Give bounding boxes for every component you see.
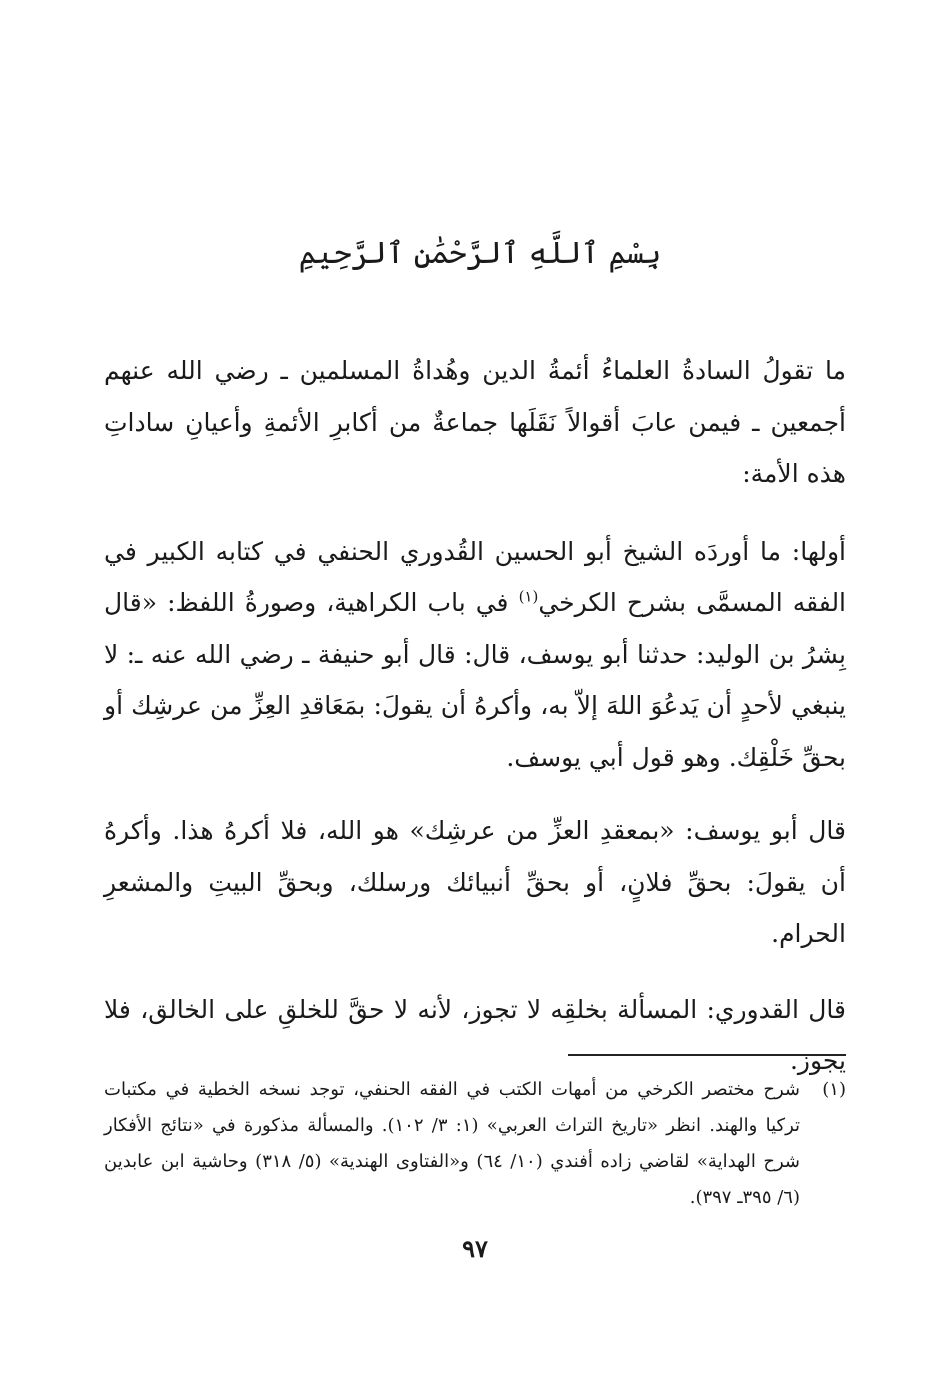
footnote-item <box>104 1072 846 1216</box>
paragraph-first-saying <box>104 526 846 784</box>
footnote-number: (١) <box>822 1079 846 1100</box>
footnote-text: شرح مختصر الكرخي من أمهات الكتب في الفقه الحنفي، توجد نسخه الخطية في مكتبات تركيا والهند. انظر «تاريخ التراث العربي» (١: ٣/ ١٠٢). والمسألة مذكورة في «نتائج الأفكار شرح الهداية» لقاضي زاده أفندي (١٠/ ٦٤) و«الفتاوى الهندية» (٥/ ٣١٨) وحاشية ابن عابدين (٦/ ٣٩٥ـ ٣٩٧). <box>104 1079 801 1208</box>
footnote-reference-1: (١) <box>518 587 539 606</box>
basmala-heading: بِسْمِ ٱللَّهِ ٱلرَّحْمَٰنِ ٱلرَّحِيمِ <box>298 236 662 271</box>
footnotes-section <box>104 1072 846 1216</box>
page-number: ٩٧ <box>462 1234 488 1263</box>
paragraph-abu-yusuf: قال أبو يوسف: «بمعقدِ العزِّ من عرشِك» هو الله، فلا أكرهُ هذا. وأكرهُ أن يقولَ: بحقِّ فلانٍ، أو بحقِّ أنبيائك ورسلك، وبحقِّ البيتِ والمشعرِ الحرام. <box>104 816 846 948</box>
main-text <box>104 345 846 1113</box>
paragraph-question: ما تقولُ السادةُ العلماءُ أئمةُ الدين وهُداةُ المسلمين ـ رضي الله عنهم أجمعين ـ فيمن عابَ أقوالاً نَقَلَها جماعةٌ من أكابرِ الأئمةِ وأعيانِ ساداتِ هذه الأمة: <box>104 356 846 488</box>
paragraph-first-saying-part1: أولها: ما أوردَه الشيخ أبو الحسين القُدوري الحنفي في كتابه الكبير في الفقه المسمَّى بشرح الكرخي <box>104 536 847 617</box>
paragraph-first-saying-part2: في باب الكراهية، وصورةُ اللفظ: «قال بِشرُ بن الوليد: حدثنا أبو يوسف، قال: قال أبو حنيفة ـ رضي الله عنه ـ: لا ينبغي لأحدٍ أن يَدعُوَ اللهَ إلاّ به، وأكرهُ أن يقولَ: بمَعَاقدِ العِزِّ من عرشِك أو بحقِّ خَلْقِك. وهو قول أبي يوسف. <box>104 588 846 772</box>
footnote-divider <box>568 1054 846 1056</box>
paragraph-qudouri: قال القدوري: المسألة بخلقِه لا تجوز، لأنه لا حقَّ للخلقِ على الخالق، فلا يجوز. <box>104 994 846 1075</box>
